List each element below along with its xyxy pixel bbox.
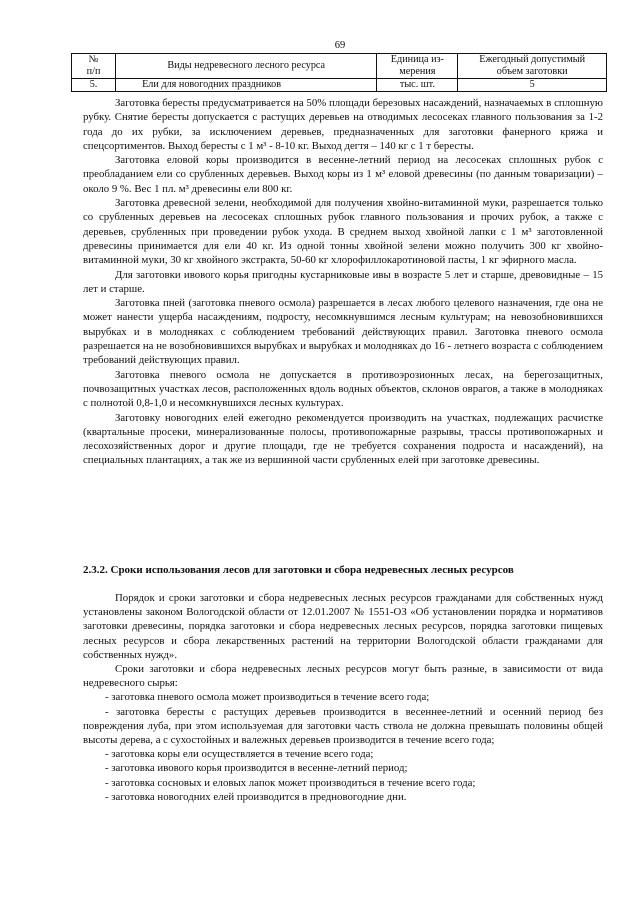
body-text-2 bbox=[83, 591, 603, 804]
cell-volume: 5 bbox=[458, 79, 607, 92]
list-item: - заготовка новогодних елей производится в предновогодние дни. bbox=[105, 790, 407, 803]
paragraph: Заготовка еловой коры производится в весенне-летний период на лесосеках сплошных рубок с преобладанием ели со срубленных деревьев. Выход коры из 1 м³ еловой древесины (по данным товаризации) – около 9 %. Вес 1 пл. м³ древесины ели 800 кг. bbox=[83, 154, 603, 195]
paragraph: Порядок и сроки заготовки и сбора недревесных лесных ресурсов гражданами для собственных нужд установлены законом Вологодской области от 12.01.2007 № 1551-ОЗ «Об установлении порядка и нормативов заготовки древесины, порядка заготовки и сбора недревесных лесных ресурсов, порядка заготовки пищевых лесных ресурсов и сбора лекарственных растений на территории Вологодской области гражданами для собственных нужд». bbox=[83, 592, 603, 661]
paragraph: Сроки заготовки и сбора недревесных лесных ресурсов могут быть разные, в зависимости от вида недревесного сырья: bbox=[83, 663, 603, 690]
header-resource-type: Виды недревесного лесного ресурса bbox=[116, 54, 377, 79]
list-item: - заготовка ивового корья производится в весенне-летний период; bbox=[105, 762, 408, 775]
cell-unit: тыс. шт. bbox=[377, 79, 458, 92]
header-annual-volume: Ежегодный допустимый объем заготовки bbox=[458, 54, 607, 79]
header-unit: Единица из- мерения bbox=[377, 54, 458, 79]
resource-table bbox=[71, 53, 607, 92]
paragraph: Заготовка древесной зелени, необходимой для получения хвойно-витаминной муки, разрешается только со срубленных деревьев на лесосеках сплошных рубок главного пользования и прочих рубок, а также с деревьев, срубленных при проведении рубок ухода. В среднем выход хвойной лапки с 1 м³ заготовленной древесины принимается для ели 40 кг. Из одной тонны хвойной зелени можно получить 300 кг хвойно-витаминной муки, 30 кг хвойного экстракта, 50-60 кг хлорофиллокаротиновой пасты, 1 кг эфирного масла. bbox=[83, 197, 603, 267]
list-item: - заготовка сосновых и еловых лапок может производиться в течение всего года; bbox=[105, 776, 476, 789]
paragraph: Заготовка пневого осмола не допускается в противоэрозионных лесах, на берегозащитных, почвозащитных участках лесов, расположенных вдоль водных объектов, склонов оврагов, а также в молодняках с полнотой 0,8-1,0 и несомкнувшихся лесных культурах. bbox=[83, 368, 603, 410]
paragraph: Заготовка пней (заготовка пневого осмола) разрешается в лесах любого целевого назначения, где она не может нанести ущерба насаждениям, подросту, несомкнувшимся лесным культурам; на невозобновившихся вырубках и в молодняках с соблюдением требований действующих правил. Заготовка пневого осмола разрешается на не возобновившихся вырубках и вырубках и молодняках до 16 - летнего возраста с соблюдением требований действующих правил. bbox=[83, 297, 603, 367]
paragraph: Заготовка бересты предусматривается на 50% площади березовых насаждений, назначаемых в сплошную рубку. Снятие бересты допускается с растущих деревьев на отводимых лесосеках главного пользования за 1-2 года до их рубки, за исключением деревьев, предназначенных для заготовки фанерного кряжа и спецсортиментов. Выход бересты с 1 м³ - 8-10 кг. Выход дегтя – 140 кг с 1 т бересты. bbox=[83, 97, 603, 152]
paragraph: Заготовку новогодних елей ежегодно рекомендуется производить на участках, подлежащих расчистке (квартальные просеки, минерализованные полосы, противопожарные разрывы, трассы противопожарных и лесохозяйственных дорог и другие площади, где не требуется сохранения подроста и насаждений), на специальных плантациях, а так же из вершинной части срубленных елей при заготовке древесины. bbox=[83, 411, 603, 467]
list-item: - заготовка коры ели осуществляется в течение всего года; bbox=[105, 748, 374, 761]
section-heading: 2.3.2. Сроки использования лесов для заготовки и сбора недревесных лесных ресурсов bbox=[83, 564, 514, 576]
list-item: - заготовка пневого осмола может производиться в течение всего года; bbox=[105, 691, 430, 704]
paragraph: Для заготовки ивового корья пригодны кустарниковые ивы в возрасте 5 лет и старше, древовидные – 15 лет и старше. bbox=[83, 268, 603, 295]
cell-num: 5. bbox=[72, 79, 116, 92]
cell-resource: Ели для новогодних праздников bbox=[116, 79, 377, 92]
table-header-row bbox=[72, 54, 607, 79]
table-row bbox=[72, 79, 607, 92]
body-text-1 bbox=[83, 96, 603, 468]
header-num: № п/п bbox=[72, 54, 116, 79]
page-number: 69 bbox=[334, 40, 346, 51]
list-item: - заготовка бересты с растущих деревьев производится в весеннее-летний и осенний период без повреждения луба, при этом используемая для заготовки часть ствола не должна превышать половины общей высоты дерева, а с сухостойных и валежных деревьев производится в течение всего года; bbox=[83, 705, 603, 747]
